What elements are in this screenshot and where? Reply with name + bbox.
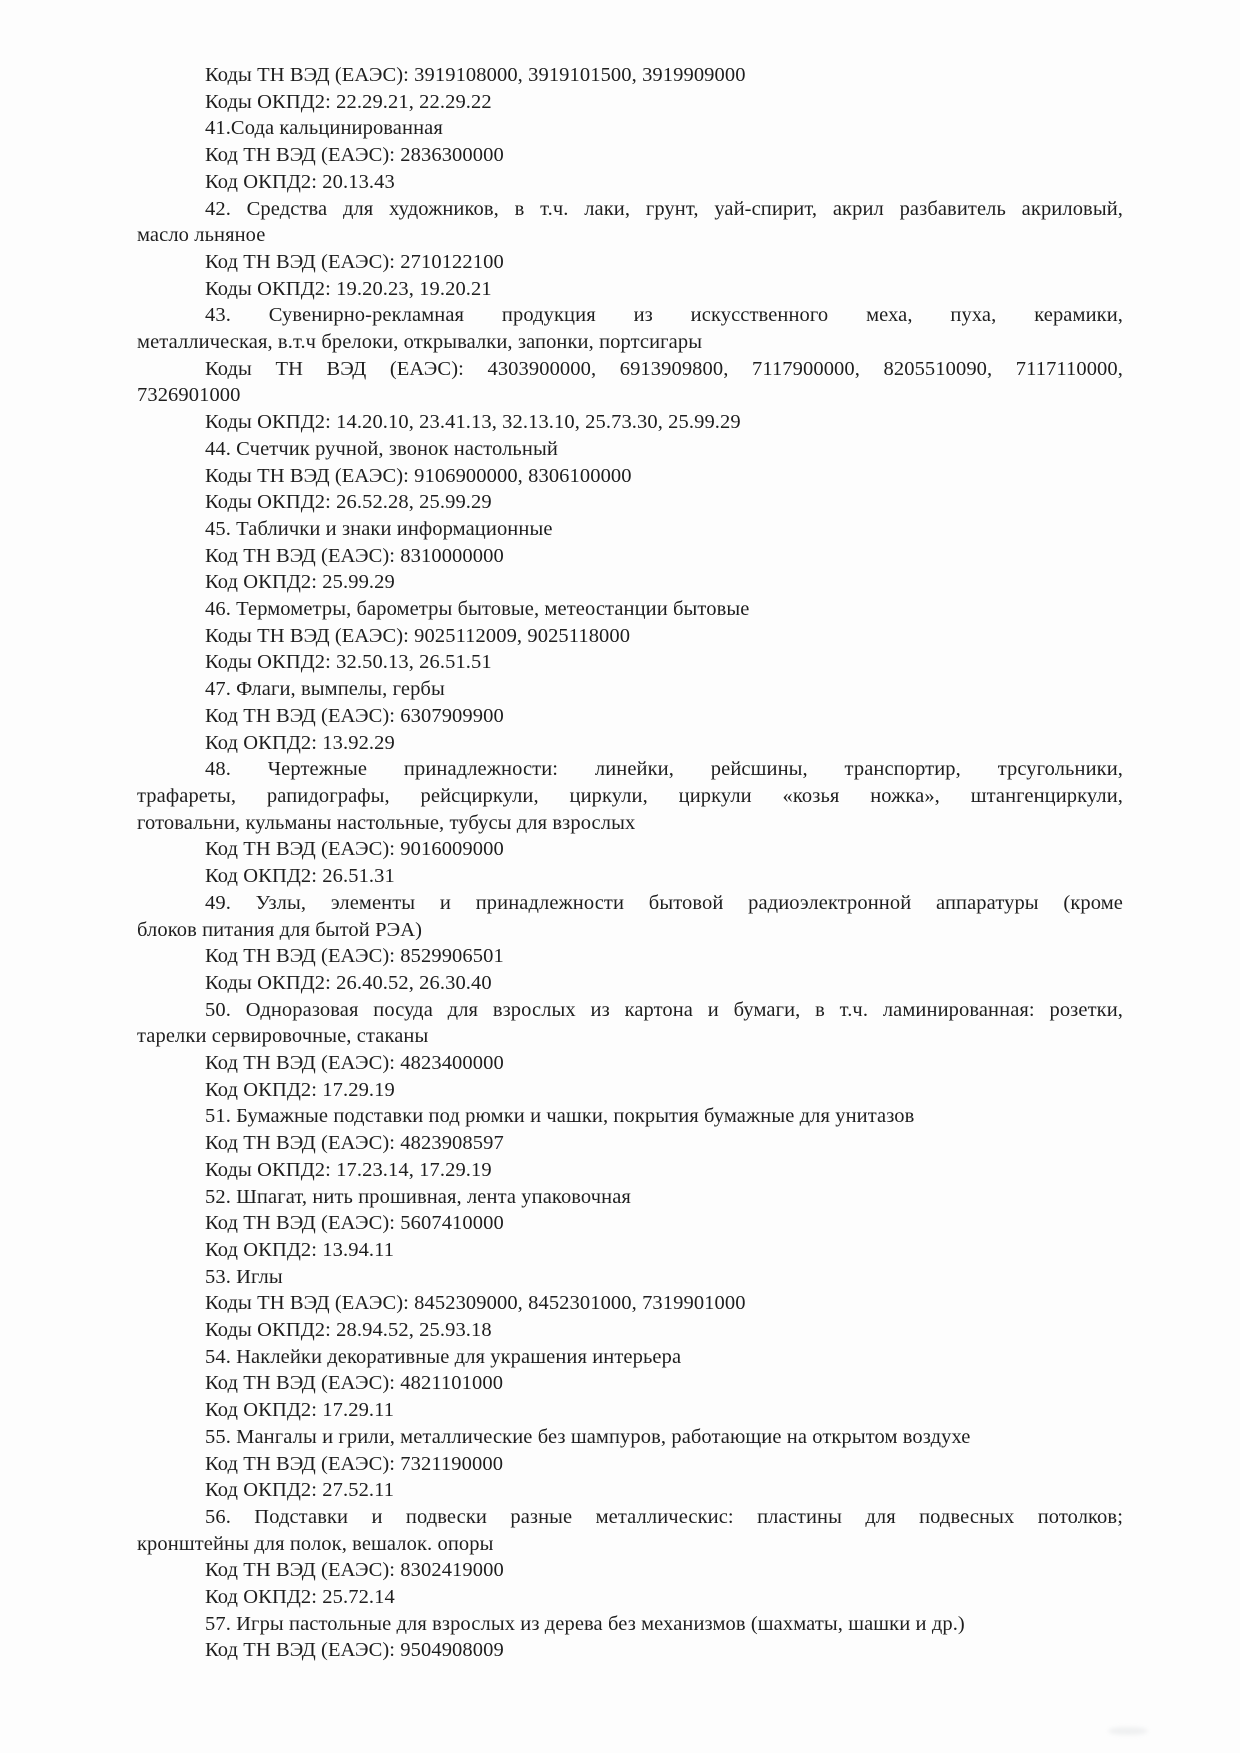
document-line: Код ОКПД2: 25.99.29 (205, 571, 395, 594)
document-line: Код ТН ВЭД (ЕАЭС): 4823908597 (205, 1132, 504, 1155)
document-line: 44. Счетчик ручной, звонок настольный (205, 437, 558, 460)
document-line: 55. Мангалы и грили, металлические без шампуров, работающие на открытом воздухе (205, 1425, 971, 1448)
document-line: 47. Флаги, вымпелы, гербы (205, 678, 445, 701)
document-line: 43. Сувенирно-рекламная продукция из искусственного меха, пуха, керамики, (205, 304, 1123, 327)
document-line: Коды ТН ВЭД (ЕАЭС): 9025112009, 9025118000 (205, 624, 631, 647)
document-line: 41.Сода кальцинированная (205, 117, 443, 140)
document-line: Код ТН ВЭД (ЕАЭС): 4823400000 (205, 1052, 504, 1075)
document-line: Коды ТН ВЭД (ЕАЭС): 8452309000, 8452301000, 7319901000 (205, 1292, 746, 1315)
document-line: Коды ОКПД2: 28.94.52, 25.93.18 (205, 1319, 492, 1342)
document-line: Код ОКПД2: 20.13.43 (205, 170, 395, 193)
document-text-block (137, 62, 1123, 1664)
document-line: Код ТН ВЭД (ЕАЭС): 8310000000 (205, 544, 504, 567)
document-line: готовальни, кульманы настольные, тубусы для взрослых (137, 811, 636, 834)
document-line: блоков питания для бытой РЭА) (137, 918, 423, 941)
document-line: 46. Термометры, барометры бытовые, метеостанции бытовые (205, 598, 750, 621)
document-line: Коды ОКПД2: 17.23.14, 17.29.19 (205, 1158, 492, 1181)
document-line: Код ТН ВЭД (ЕАЭС): 4821101000 (205, 1372, 504, 1395)
document-line: Коды ТН ВЭД (ЕАЭС): 3919108000, 3919101500, 3919909000 (205, 64, 746, 86)
document-line: 51. Бумажные подставки под рюмки и чашки, покрытия бумажные для унитазов (205, 1105, 915, 1128)
document-line: 42. Средства для художников, в т.ч. лаки, грунт, уай-спирит, акрил разбавитель акриловый, (205, 197, 1123, 220)
document-line: Код ОКПД2: 25.72.14 (205, 1586, 395, 1609)
document-line: 48. Чертежные принадлежности: линейки, рейсшины, транспортир, трсугольники, (205, 758, 1123, 781)
document-line: Код ТН ВЭД (ЕАЭС): 5607410000 (205, 1212, 504, 1235)
document-line: трафареты, рапидографы, рейсциркули, циркули, циркули «козья ножка», штангенциркули, (137, 784, 1123, 807)
document-line: Код ТН ВЭД (ЕАЭС): 9504908009 (205, 1639, 504, 1662)
document-line: масло льняное (137, 224, 266, 247)
document-line: Код ТН ВЭД (ЕАЭС): 9016009000 (205, 838, 504, 861)
document-line: металлическая, в.т.ч брелоки, открывалки, запонки, портсигары (137, 331, 703, 354)
document-line: Код ТН ВЭД (ЕАЭС): 2710122100 (205, 250, 504, 273)
document-line: Коды ОКПД2: 26.40.52, 26.30.40 (205, 971, 492, 994)
document-line: Коды ОКПД2: 22.29.21, 22.29.22 (205, 90, 492, 113)
document-line: тарелки сервировочные, стаканы (137, 1025, 429, 1048)
document-line: Код ТН ВЭД (ЕАЭС): 6307909900 (205, 704, 504, 727)
document-line: 49. Узлы, элементы и принадлежности бытовой радиоэлектронной аппаратуры (кроме (205, 891, 1123, 914)
document-line: Коды ОКПД2: 14.20.10, 23.41.13, 32.13.10, 25.73.30, 25.99.29 (205, 411, 741, 434)
document-line: Коды ОКПД2: 19.20.23, 19.20.21 (205, 277, 492, 300)
document-line: Код ОКПД2: 17.29.19 (205, 1078, 395, 1101)
document-line: Код ОКПД2: 26.51.31 (205, 865, 395, 888)
scan-smudge (1108, 1727, 1148, 1735)
document-line: 45. Таблички и знаки информационные (205, 517, 553, 540)
document-line: Код ТН ВЭД (ЕАЭС): 7321190000 (205, 1452, 504, 1475)
document-line: Код ОКПД2: 17.29.11 (205, 1399, 395, 1422)
document-line: Код ТН ВЭД (ЕАЭС): 8529906501 (205, 945, 504, 968)
document-line: 56. Подставки и подвески разные металлическис: пластины для подвесных потолков; (205, 1505, 1123, 1528)
document-line: Коды ТН ВЭД (ЕАЭС): 4303900000, 6913909800, 7117900000, 8205510090, 7117110000, (205, 357, 1123, 380)
document-line: Коды ОКПД2: 26.52.28, 25.99.29 (205, 491, 492, 514)
document-line: Коды ОКПД2: 32.50.13, 26.51.51 (205, 651, 492, 674)
document-line: Код ТН ВЭД (ЕАЭС): 8302419000 (205, 1559, 504, 1582)
document-line: Код ОКПД2: 13.92.29 (205, 731, 395, 754)
document-line: 50. Одноразовая посуда для взрослых из картона и бумаги, в т.ч. ламинированная: розетки, (205, 998, 1123, 1021)
document-line: 57. Игры пастольные для взрослых из дерева без механизмов (шахматы, шашки и др.) (205, 1612, 965, 1635)
document-line: 52. Шпагат, нить прошивная, лента упаковочная (205, 1185, 631, 1208)
document-line: 54. Наклейки декоративные для украшения интерьера (205, 1345, 682, 1368)
document-line: кронштейны для полок, вешалок. опоры (137, 1532, 494, 1555)
document-line: Код ОКПД2: 13.94.11 (205, 1238, 395, 1261)
document-line: Код ТН ВЭД (ЕАЭС): 2836300000 (205, 144, 504, 167)
document-line: 7326901000 (137, 384, 241, 407)
document-line: Коды ТН ВЭД (ЕАЭС): 9106900000, 8306100000 (205, 464, 632, 487)
document-line: 53. Иглы (205, 1265, 283, 1288)
document-line: Код ОКПД2: 27.52.11 (205, 1479, 395, 1502)
